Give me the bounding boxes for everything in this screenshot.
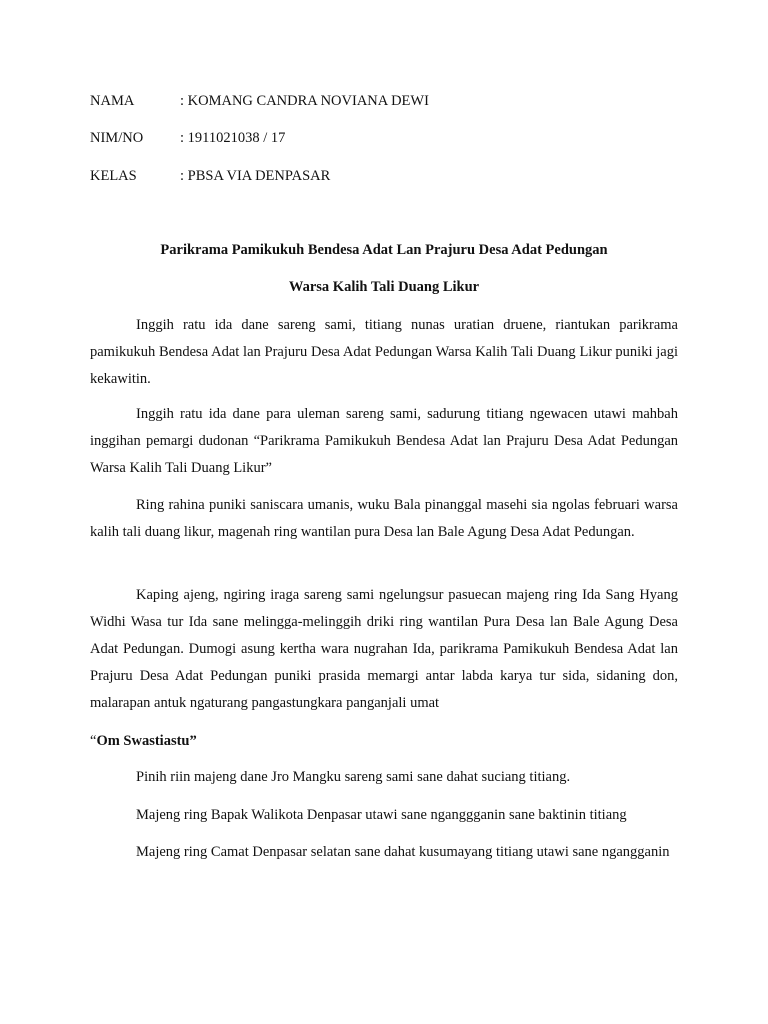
class-label: KELAS (90, 168, 137, 184)
class-value: : PBSA VIA DENPASAR (180, 168, 331, 184)
name-value: : KOMANG CANDRA NOVIANA DEWI (180, 93, 429, 109)
paragraph-7: Majeng ring Camat Denpasar selatan sane dahat kusumayang titiang utawi sane ngangganin (136, 844, 670, 860)
paragraph-3: Ring rahina puniki saniscara umanis, wuku Bala pinanggal masehi sia ngolas februari warsa kalih tali duang likur, magenah ring wantilan pura Desa lan Bale Agung Desa Adat Pedungan. (90, 497, 678, 540)
document-title: Parikrama Pamikukuh Bendesa Adat Lan Prajuru Desa Adat Pedungan (160, 242, 608, 258)
document-subtitle: Warsa Kalih Tali Duang Likur (288, 279, 480, 295)
nim-label: NIM/NO (90, 130, 144, 146)
greeting-text: Om Swastiastu” (96, 733, 197, 749)
paragraph-1: Inggih ratu ida dane sareng sami, titiang nunas uratian druene, riantukan parikrama pamikukuh Bendesa Adat lan Prajuru Desa Adat Pedungan Warsa Kalih Tali Duang Likur puniki jagi kekawitin. (90, 317, 678, 387)
greeting-open-quote: “ (90, 733, 97, 749)
paragraph-2: Inggih ratu ida dane para uleman sareng sami, sadurung titiang ngewacen utawi mahbah inggihan pemargi dudonan “Parikrama Pamikukuh Bendesa Adat lan Prajuru Desa Adat Pedungan Warsa Kalih Tali Duang Likur” (90, 406, 678, 476)
paragraph-5: Pinih riin majeng dane Jro Mangku sareng sami sane dahat suciang titiang. (136, 769, 571, 785)
paragraph-6: Majeng ring Bapak Walikota Denpasar utawi sane nganggganin sane baktinin titiang (136, 807, 627, 823)
greeting (90, 728, 678, 755)
name-label: NAMA (90, 93, 135, 109)
paragraph-4: Kaping ajeng, ngiring iraga sareng sami ngelungsur pasuecan majeng ring Ida Sang Hyang Widhi Wasa tur Ida sane melingga-melinggih driki ring wantilan Pura Desa lan Bale Agung Desa Adat Pedungan. Dumogi asung kertha wara nugrahan Ida, parikrama Pamikukuh Bendesa Adat lan Prajuru Desa Adat Pedungan puniki prasida memargi antar labda karya tur sida, sidaning don, malarapan antuk ngaturang pangastungkara panganjali umat (90, 587, 678, 711)
nim-value: : 1911021038 / 17 (180, 130, 286, 146)
